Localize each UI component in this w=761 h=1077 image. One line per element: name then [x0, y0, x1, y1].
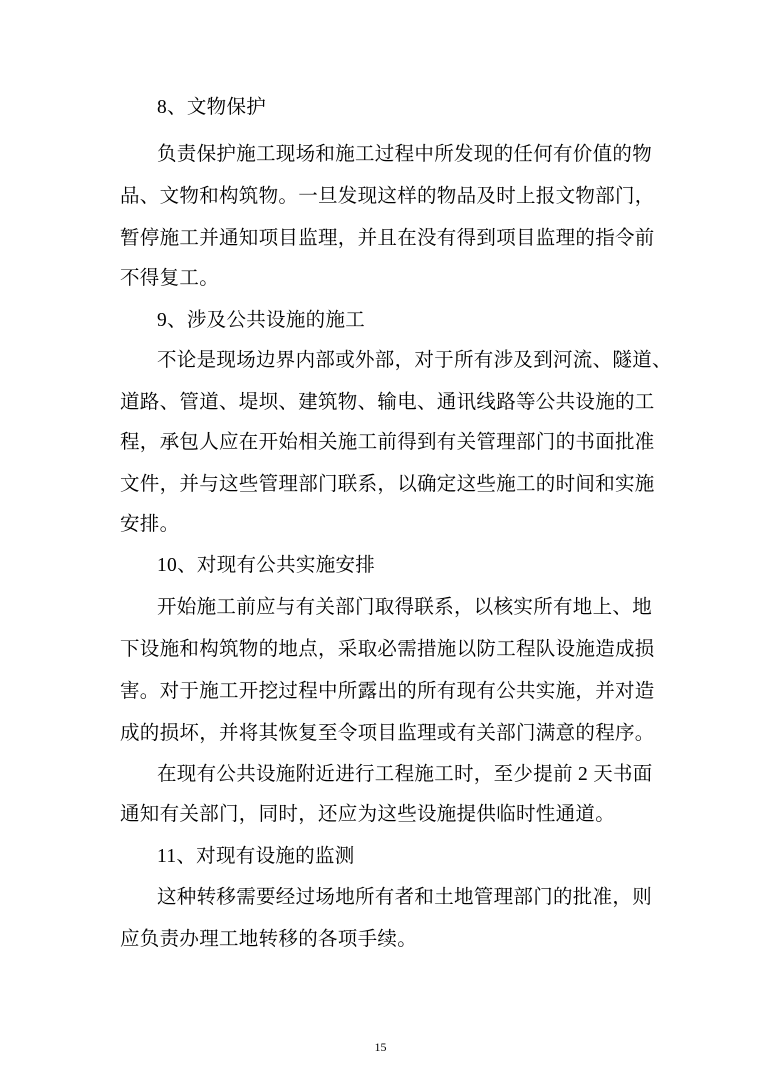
- paragraph-line: 通知有关部门，同时，还应为这些设施提供临时性通道。: [120, 804, 616, 825]
- paragraph-line: 下设施和构筑物的地点，采取必需措施以防工程队设施造成损: [120, 639, 655, 660]
- paragraph-line: 道路、管道、堤坝、建筑物、输电、通讯线路等公共设施的工: [120, 392, 655, 413]
- paragraph-line: 暂停施工并通知项目监理，并且在没有得到项目监理的指令前: [120, 228, 655, 249]
- paragraph-line: 品、文物和构筑物。一旦发现这样的物品及时上报文物部门，: [120, 186, 655, 207]
- paragraph-line: 程，承包人应在开始相关施工前得到有关管理部门的书面批准: [120, 432, 655, 453]
- paragraph-line: 成的损坏，并将其恢复至令项目监理或有关部门满意的程序。: [120, 723, 655, 744]
- paragraph-line: 害。对于施工开挖过程中所露出的所有现有公共实施，并对造: [120, 681, 655, 702]
- section-heading-9: 9、涉及公共设施的施工: [157, 310, 366, 331]
- section-heading-10: 10、对现有公共实施安排: [157, 555, 376, 576]
- paragraph-line: 安排。: [120, 514, 180, 535]
- paragraph-line: 不得复工。: [120, 268, 220, 289]
- page-number: 15: [374, 1040, 387, 1054]
- paragraph-line: 在现有公共设施附近进行工程施工时，至少提前 2 天书面: [157, 764, 653, 785]
- paragraph-line: 负责保护施工现场和施工过程中所发现的任何有价值的物: [157, 144, 653, 165]
- paragraph-line: 这种转移需要经过场地所有者和土地管理部门的批准，则: [157, 887, 653, 908]
- paragraph-line: 开始施工前应与有关部门取得联系，以核实所有地上、地: [157, 597, 653, 618]
- section-heading-8: 8、文物保护: [157, 97, 267, 118]
- paragraph-line: 应负责办理工地转移的各项手续。: [120, 929, 418, 950]
- section-heading-11: 11、对现有设施的监测: [157, 846, 355, 867]
- paragraph-line: 文件，并与这些管理部门联系，以确定这些施工的时间和实施: [120, 474, 655, 495]
- paragraph-line: 不论是现场边界内部或外部，对于所有涉及到河流、隧道、: [157, 350, 672, 371]
